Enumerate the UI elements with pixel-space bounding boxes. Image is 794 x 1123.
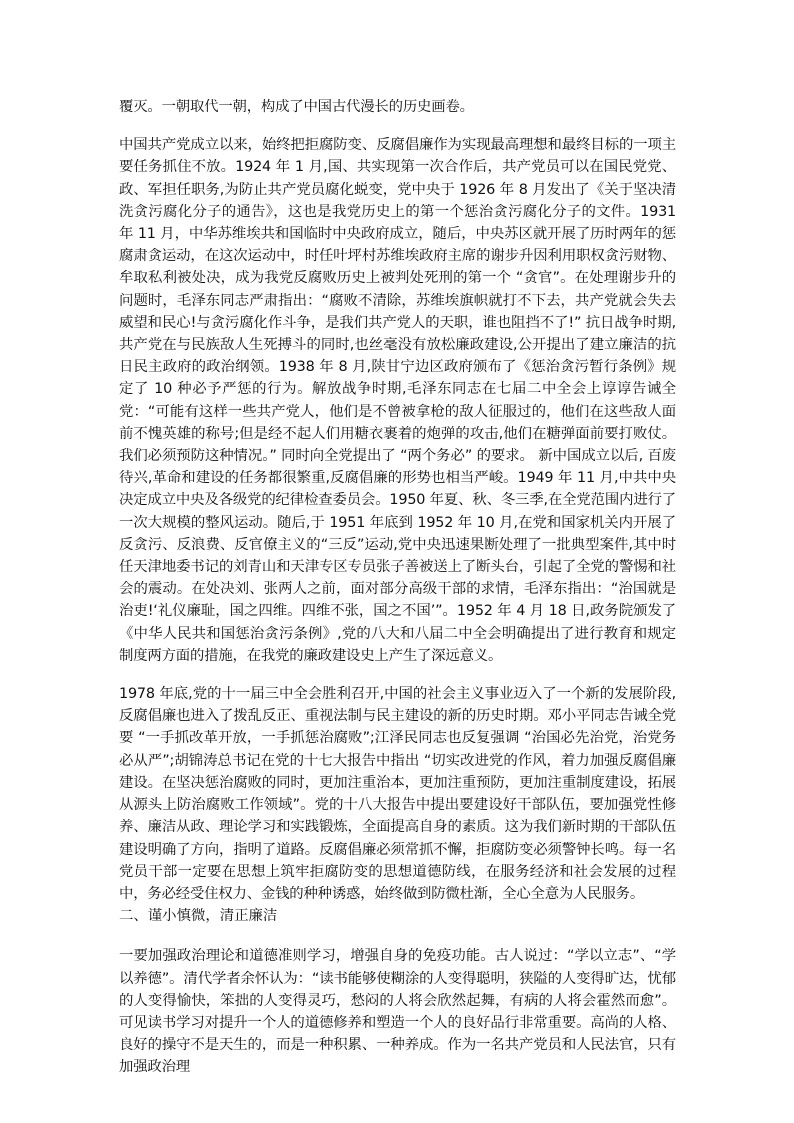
- paragraph-intro-ending: 覆灭。一朝取代一朝，构成了中国古代漫长的历史画卷。: [119, 99, 474, 115]
- paragraph-party-history: 中国共产党成立以来，始终把拒腐防变、反腐倡廉作为实现最高理想和最终目标的一项主要任务抓住不放。1924 年 1 月,国、共实现第一次合作后，共产党员可以在国民党党、政、军担任职务,为防止共产党员腐化蜕变，党中央于 1926 年 8 月发出了《关于坚决清洗贪污腐化分子的通告》，这也是我党历史上的第一个惩治贪污腐化分子的文件。1931 年 11 月，中华苏维埃共和国临时中央政府成立，随后，中央苏区就开展了历时两年的惩腐肃贪运动，在这次运动中，时任叶坪村苏维埃政府主席的谢步升因利用职权贪污财物、牟取私利被处决，成为我党反腐败历史上被判处死刑的第一个 “贪官”。在处理谢步升的问题时，毛泽东同志严肃指出：“腐败不清除，苏维埃旗帜就打不下去，共产党就会失去威望和民心!与贪污腐化作斗争，是我们共产党人的天职，谁也阻挡不了!” 抗日战争时期,共产党在与民族敌人生死搏斗的同时,也丝毫没有放松廉政建设,公开提出了建立廉洁的抗日民主政府的政治纲领。1938 年 8 月,陕甘宁边区政府颁布了《惩治贪污暂行条例》规定了 10 种必予严惩的行为。解放战争时期,毛泽东同志在七届二中全会上谆谆告诫全党：“可能有这样一些共产党人，他们是不曾被拿枪的敌人征服过的，他们在这些敌人面前不愧英雄的称号;但是经不起人们用糖衣裹着的炮弹的攻击,他们在糖弹面前要打败仗。我们必须预防这种情况。” 同时向全党提出了 “两个务必” 的要求。 新中国成立以后, 百废待兴,革命和建设的任务都很繁重,反腐倡廉的形势也相当严峻。1949 年 11 月,中共中央决定成立中央及各级党的纪律检查委员会。1950 年夏、秋、冬三季,在全党范围内进行了一次大规模的整风运动。随后,于 1951 年底到 1952 年 10 月,在党和国家机关内开展了反贪污、反浪费、反官僚主义的“三反”运动,党中央迅速果断处理了一批典型案件,其中时任天津地委书记的刘青山和天津专区专员张子善被送上了断头台，引起了全党的警惕和社会的震动。在处决刘、张两人之前，面对部分高级干部的求情，毛泽东指出：“治国就是治吏!‘礼仪廉耻，国之四维。四维不张，国之不国’”。1952 年 4 月 18 日,政务院颁发了《中华人民共和国惩治贪污条例》,党的八大和八届二中全会明确提出了进行教育和规定制度两方面的措施，在我党的廉政建设史上产生了深远意义。: [119, 137, 676, 664]
- paragraph-study-theory: 一要加强政治理论和道德准则学习，增强自身的免疫功能。古人说过：“学以立志”、“学以养德”。清代学者余怀认为：“读书能够使糊涂的人变得聪明，狭隘的人变得旷达，忧郁的人变得愉快，笨拙的人变得灵巧，愁闷的人将会欣然起舞，有病的人将会霍然而愈”。可见读书学习对提升一个人的道德修养和塑造一个人的良好品行非常重要。高尚的人格、良好的操守不是天生的，而是一种积累、一种养成。作为一名共产党员和人民法官，只有加强政治理: [119, 948, 676, 1076]
- document-page: [119, 96, 676, 1079]
- paragraph-reform-era: 1978 年底,党的十一届三中全会胜利召开,中国的社会主义事业迈入了一个新的发展阶段,反腐倡廉也进入了拨乱反正、重视法制与民主建设的新的历史时期。邓小平同志告诫全党要 “一手抓改革开放，一手抓惩治腐败”;江泽民同志也反复强调 “治国必先治党，治党务必从严”;胡锦涛总书记在党的十七大报告中指出 “切实改进党的作风，着力加强反腐倡廉建设。在坚决惩治腐败的同时，更加注重治本，更加注重预防，更加注重制度建设，拓展从源头上防治腐败工作领域”。党的十八大报告中提出要建设好干部队伍，要加强党性修养、廉洁从政、理论学习和实践锻炼，全面提高自身的素质。这为我们新时期的干部队伍建设明确了方向，指明了道路。反腐倡廉必须常抓不懈，拒腐防变必须警钟长鸣。每一名党员干部一定要在思想上筑牢拒腐防变的思想道德防线，在服务经济和社会发展的过程中，务必经受住权力、金钱的种种诱惑，始终做到防微杜渐，全心全意为人民服务。: [119, 686, 676, 902]
- section-heading: 二、谨小慎微，清正廉洁: [119, 908, 278, 925]
